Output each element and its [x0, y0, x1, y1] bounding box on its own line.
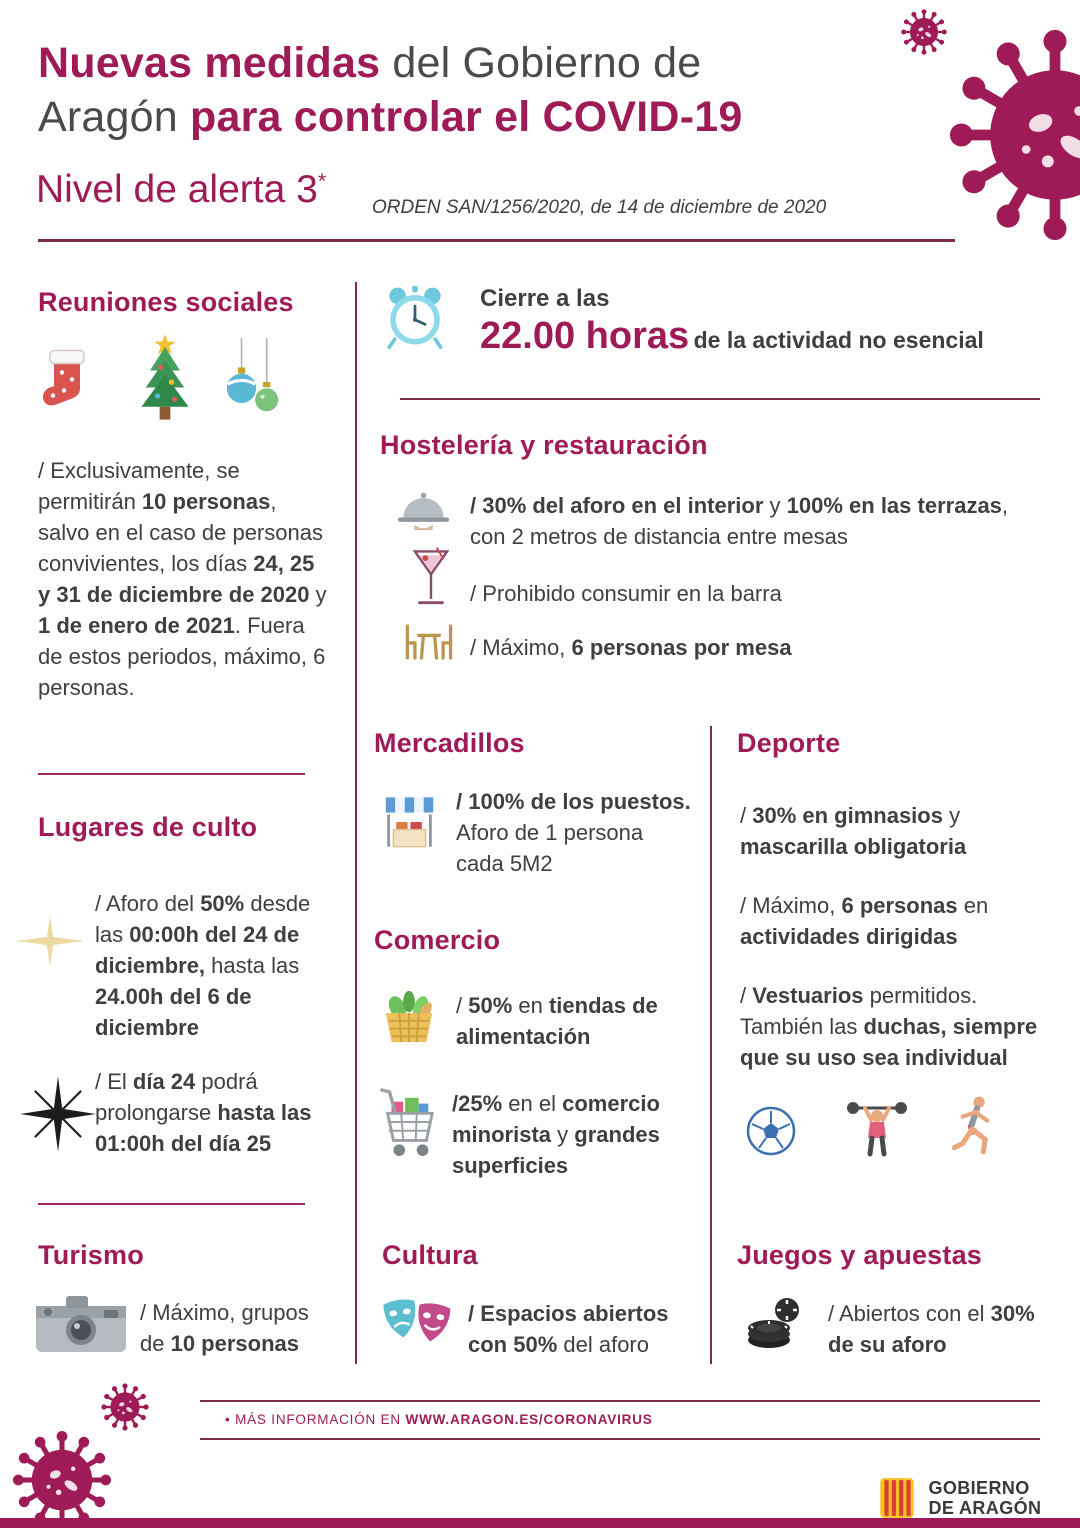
serving-dish-icon	[396, 488, 451, 532]
section-divider	[400, 398, 1040, 400]
alarm-clock-icon	[382, 283, 448, 351]
closing-suffix: de la actividad no esencial	[693, 327, 984, 353]
juegos-item-1: / Abiertos con el 30% de su aforo	[828, 1301, 1035, 1357]
section-heading-mercadillos: Mercadillos	[374, 728, 525, 758]
footer-divider-bottom	[200, 1438, 1040, 1440]
header-divider	[38, 239, 955, 242]
grocery-basket-icon	[380, 986, 438, 1046]
section-divider	[38, 1203, 305, 1205]
culto-item-1: / Aforo del 50% desde las 00:00h del 24 de diciembre, hasta las 24.00h del 6 de diciembre	[95, 891, 311, 1040]
closing-banner	[480, 285, 984, 358]
section-divider	[38, 773, 305, 775]
star-sparkle-icon	[16, 1072, 100, 1156]
market-stall-icon	[382, 793, 437, 853]
bottom-accent-bar	[0, 1518, 1080, 1528]
section-heading-cultura: Cultura	[382, 1240, 478, 1270]
deporte-item-2: / Máximo, 6 personas en actividades dirigidas	[740, 893, 989, 949]
soccer-ball-icon	[745, 1105, 797, 1157]
deporte-item-1: / 30% en gimnasios y mascarilla obligatoria	[740, 803, 967, 859]
culto-item-2: / El día 24 podrá prolongarse hasta las 01:00h del día 25	[95, 1069, 312, 1156]
title-line-2: Aragón para controlar el COVID-19	[38, 93, 743, 141]
order-reference: ORDEN SAN/1256/2020, de 14 de diciembre de 2020	[372, 197, 827, 218]
hosteleria-item-1: / 30% del aforo en el interior y 100% en las terrazas, con 2 metros de distancia entre mesas	[470, 493, 1009, 549]
hosteleria-item-2: / Prohibido consumir en la barra	[470, 581, 782, 606]
column-divider	[355, 282, 357, 1364]
ornaments-icon	[218, 338, 286, 426]
title-line-1: Nuevas medidas del Gobierno de	[38, 39, 702, 87]
sparkle-icon	[14, 905, 86, 977]
mercadillos-item-1: / 100% de los puestos. Aforo de 1 persona cada 5M2	[456, 789, 691, 876]
aragon-shield-icon	[878, 1476, 916, 1520]
camera-icon	[34, 1292, 128, 1356]
christmas-tree-icon	[130, 332, 200, 426]
closing-time: 22.00 horas	[480, 315, 690, 357]
weightlifter-icon	[845, 1096, 909, 1160]
section-heading-reuniones: Reuniones sociales	[38, 287, 294, 317]
logo-line-2: DE ARAGÓN	[928, 1498, 1042, 1518]
section-heading-hosteleria: Hostelería y restauración	[380, 430, 708, 460]
footer-divider-top	[200, 1400, 1040, 1402]
shopping-cart-icon	[376, 1083, 440, 1163]
section-heading-comercio: Comercio	[374, 925, 501, 955]
section-heading-turismo: Turismo	[38, 1240, 144, 1270]
closing-label: Cierre a las	[480, 285, 610, 312]
more-info-text: • MÁS INFORMACIÓN EN WWW.ARAGON.ES/CORONAVIRUS	[225, 1412, 653, 1427]
table-chairs-icon	[398, 622, 460, 662]
christmas-stocking-icon	[40, 345, 100, 420]
hosteleria-item-3: / Máximo, 6 personas por mesa	[470, 635, 792, 660]
logo-line-1: GOBIERNO	[928, 1478, 1030, 1498]
section-heading-deporte: Deporte	[737, 728, 841, 758]
comercio-item-2: /25% en el comercio minorista y grandes superficies	[452, 1091, 660, 1178]
coronavirus-icon	[6, 1424, 118, 1528]
theater-masks-icon	[380, 1294, 454, 1352]
gobierno-aragon-logo	[878, 1476, 1041, 1520]
poker-chips-icon	[745, 1294, 803, 1352]
coronavirus-icon	[935, 15, 1080, 255]
alert-level: Nivel de alerta 3*	[36, 168, 327, 211]
reuniones-body-text: / Exclusivamente, se permitirán 10 personas, salvo en el caso de personas convivientes, los días 24, 25 y 31 de diciembre de 2020 y 1 de enero de 2021. Fuera de estos periodos, máximo, 6 personas.	[38, 458, 327, 700]
comercio-item-1: / 50% en tiendas de alimentación	[456, 993, 658, 1049]
section-heading-culto: Lugares de culto	[38, 812, 258, 842]
column-divider	[710, 726, 712, 1364]
cocktail-icon	[412, 545, 450, 611]
cultura-item-1: / Espacios abiertos con 50% del aforo	[468, 1301, 669, 1357]
turismo-item-1: / Máximo, grupos de 10 personas	[140, 1300, 309, 1356]
runner-icon	[950, 1094, 1000, 1160]
section-heading-juegos: Juegos y apuestas	[737, 1240, 983, 1270]
deporte-item-3: / Vestuarios permitidos. También las duchas, siempre que su uso sea individual	[740, 983, 1038, 1070]
page-title	[38, 36, 742, 144]
